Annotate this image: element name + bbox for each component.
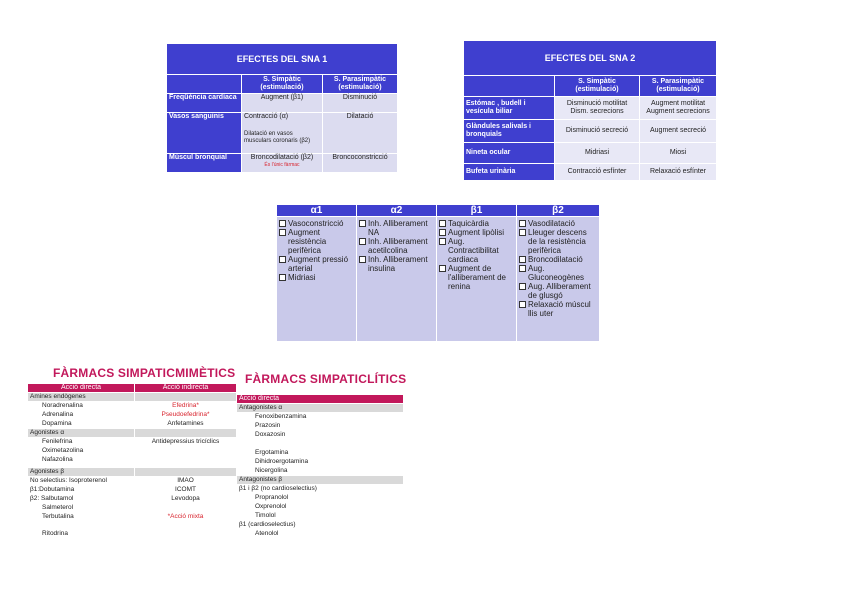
receptor-effect-text: Aug. Alliberament de glusgó [528, 282, 591, 300]
drug-item: Doxazosin [255, 431, 286, 438]
drug-direct: Dopamina [42, 420, 72, 427]
receptor-effect-item [439, 228, 514, 237]
receptor-effect-item [359, 237, 434, 255]
drug-direct: Terbutalina [42, 513, 74, 520]
sna2-col-paras: S. Parasimpàtic (estimulació) [640, 76, 716, 96]
sna1-table [166, 43, 398, 173]
sna2-row-label: Bufeta urinària [464, 164, 554, 180]
checkbox-icon [519, 265, 526, 272]
sna2-table [463, 40, 717, 181]
drug-direct: β1:Dobutamina [30, 486, 75, 493]
section-header: Agonistes α [28, 429, 134, 437]
checkbox-icon [439, 238, 446, 245]
sna1-simp-note: És l'únic fàrmac [264, 162, 300, 168]
drug-item: β1 i β2 (no cardioselectius) [239, 485, 317, 492]
drug-indirect: Pseudoefedrina* [161, 411, 210, 418]
sna2-row-simp: Contracció esfínter [555, 164, 639, 180]
receptor-effect-item [439, 219, 514, 228]
receptor-effect-text: Aug. Gluconeogènes [528, 264, 585, 282]
drug-indirect: ICOMT [175, 486, 196, 493]
drug-footer: Ritodrina [42, 530, 69, 537]
receptor-effect-text: Inh. Alliberament insulina [368, 255, 428, 273]
checkbox-icon [519, 220, 526, 227]
drug-direct: Nafazolina [42, 456, 73, 463]
drug-indirect: Antidepressius tricíclics [151, 438, 220, 445]
checkbox-icon [279, 220, 286, 227]
sna1-row-paras: Broncoconstricció [323, 154, 397, 172]
checkbox-icon [439, 220, 446, 227]
receptor-effect-text: Lleuger descens de la resistència perifèrica [528, 228, 587, 255]
receptor-effect-text: Broncodilatació [528, 255, 583, 264]
section-header-blank [135, 468, 236, 476]
drug-indirect [135, 504, 236, 512]
sna1-row-label: Freqüència cardíaca [167, 94, 241, 112]
receptor-col-alpha2 [357, 217, 436, 341]
drug-item: Nicergolina [255, 467, 288, 474]
receptor-header-alpha1: α1 [277, 205, 356, 216]
drug-item: Timolol [255, 512, 276, 519]
sna1-simp-main: Contracció (α) [244, 113, 289, 120]
receptor-effect-text: Augment resistència perifèrica [288, 228, 327, 255]
sna2-row-label: Estómac , budell i vesícula biliar [464, 97, 554, 119]
section-header-blank [135, 393, 236, 401]
receptor-effect-text: Midriasi [288, 273, 316, 282]
drug-item: Propranolol [255, 494, 289, 501]
sna1-col-paras: S. Parasimpàtic (estimulació) [323, 75, 397, 93]
drug-direct: Fenilefrina [42, 438, 73, 445]
receptor-effect-item [519, 264, 597, 282]
sna2-col-simp: S. Simpàtic (estimulació) [555, 76, 639, 96]
receptor-effect-item [519, 228, 597, 255]
sna1-row-paras: Dilatació [323, 113, 397, 153]
sna2-row-paras: Augment motilitat Augment secrecions [640, 97, 716, 119]
receptors-table [276, 204, 600, 342]
checkbox-icon [279, 256, 286, 263]
checkbox-icon [359, 238, 366, 245]
receptor-effect-text: Aug. Contractibilitat cardiaca [448, 237, 499, 264]
drug-indirect: Anfetamines [167, 420, 204, 427]
receptor-header-alpha2: α2 [357, 205, 436, 216]
receptor-header-beta1: β1 [437, 205, 516, 216]
checkbox-icon [359, 256, 366, 263]
drug-indirect [135, 447, 236, 455]
sna1-title: EFECTES DEL SNA 1 [167, 44, 397, 74]
receptor-effect-item [439, 237, 514, 264]
drug-item: Atenolol [255, 530, 279, 537]
drug-direct: No selectius: Isoproterenol [30, 477, 107, 484]
checkbox-icon [279, 274, 286, 281]
sna2-row-paras: Miosi [640, 143, 716, 163]
sna2-row-paras: Augment secreció [640, 120, 716, 142]
sna1-row-simp [242, 154, 322, 172]
drug-direct: β2: Salbutamol [30, 495, 74, 502]
sna2-row-paras: Relaxació esfínter [640, 164, 716, 180]
checkbox-icon [279, 229, 286, 236]
receptor-effect-text: Vasodilatació [528, 219, 575, 228]
col-indirect-header: Acció indirecta [135, 384, 236, 392]
simpaticomimetics-title: FÀRMACS SIMPATICMIMÈTICS [53, 366, 236, 380]
drug-item [237, 440, 403, 448]
section-header: Antagonistes β [237, 476, 403, 484]
checkbox-icon [519, 301, 526, 308]
checkbox-icon [359, 220, 366, 227]
receptor-effect-item [359, 219, 434, 237]
sna1-simp-main: Broncodilatació (β2) [250, 154, 314, 161]
section-header: Amines endògenes [28, 393, 134, 401]
receptor-col-beta2 [517, 217, 599, 341]
drug-indirect: Levodopa [171, 495, 200, 502]
sna1-row-label: Múscul bronquial [167, 154, 241, 172]
receptor-effect-text: Inh. Alliberament NA [368, 219, 428, 237]
receptor-effect-text: Augment pressió arterial [288, 255, 349, 273]
drug-direct: Salmeterol [42, 504, 74, 511]
sna2-row-simp: Disminució motilitat Dism. secrecions [555, 97, 639, 119]
receptor-header-beta2: β2 [517, 205, 599, 216]
receptor-effect-item [279, 228, 354, 255]
sna1-simp-extra: Dilatació en vasos musculars coronaris (β2) [244, 131, 311, 144]
receptor-effect-item [519, 282, 597, 300]
drug-item: Fenoxibenzamina [255, 413, 307, 420]
simpaticolitics-title: FÀRMACS SIMPATICLÍTICS [245, 372, 407, 386]
sna2-row-simp: Midriasi [555, 143, 639, 163]
drug-indirect [135, 456, 236, 464]
receptor-col-alpha1 [277, 217, 356, 341]
drug-item: Oxprenolol [255, 503, 287, 510]
checkbox-icon [519, 256, 526, 263]
drug-indirect: IMAO [177, 477, 194, 484]
receptor-effect-item [279, 273, 354, 282]
drug-direct: Oximetazolina [42, 447, 84, 454]
drug-indirect: *Acció mixta [167, 513, 204, 520]
section-header: Agonistes β [28, 468, 134, 476]
checkbox-icon [439, 229, 446, 236]
checkbox-icon [519, 283, 526, 290]
receptor-effect-text: Taquicàrdia [448, 219, 489, 228]
drug-item: Dihidroergotamina [255, 458, 309, 465]
receptor-effect-item [279, 255, 354, 273]
col-direct-header: Acció directa [28, 384, 134, 392]
sna1-row-simp [242, 113, 322, 153]
receptor-effect-text: Augment de l'alliberament de renina [448, 264, 507, 291]
receptor-effect-item [519, 300, 597, 318]
receptor-effect-item [279, 219, 354, 228]
sna1-col-simp: S. Simpàtic (estimulació) [242, 75, 322, 93]
receptor-col-beta1 [437, 217, 516, 341]
sna2-row-simp: Disminució secreció [555, 120, 639, 142]
drug-direct: Noradrenalina [42, 402, 83, 409]
section-header: Antagonistes α [237, 404, 403, 412]
sna2-title: EFECTES DEL SNA 2 [464, 41, 716, 75]
receptor-effect-text: Augment lipòlisi [448, 228, 505, 237]
sna2-row-label: Glàndules salivals i bronquials [464, 120, 554, 142]
receptor-effect-item [359, 255, 434, 273]
receptor-effect-text: Inh. Alliberament acetilcolina [368, 237, 428, 255]
receptor-effect-text: Relaxació múscul llis uter [528, 300, 591, 318]
sna1-row-paras: Disminució [323, 94, 397, 112]
drug-indirect: Efedrina* [172, 402, 199, 409]
drug-item: Ergotamina [255, 449, 289, 456]
receptor-effect-item [519, 255, 597, 264]
section-header-blank [135, 429, 236, 437]
sna2-row-label: Nineta ocular [464, 143, 554, 163]
sna1-row-simp: Augment (β1) [242, 94, 322, 112]
drug-direct: Adrenalina [42, 411, 74, 418]
col-direct-header: Acció directa [237, 395, 403, 403]
receptor-effect-item [519, 219, 597, 228]
receptor-effect-item [439, 264, 514, 291]
drug-item: Prazosin [255, 422, 281, 429]
checkbox-icon [519, 229, 526, 236]
checkbox-icon [439, 265, 446, 272]
simpaticolitics-table [236, 394, 404, 539]
drug-item: β1 (cardioselectius) [239, 521, 296, 528]
receptor-effect-text: Vasoconstricció [288, 219, 344, 228]
simpaticomimetics-table [27, 383, 237, 539]
sna1-row-label: Vasos sanguinis [167, 113, 241, 153]
